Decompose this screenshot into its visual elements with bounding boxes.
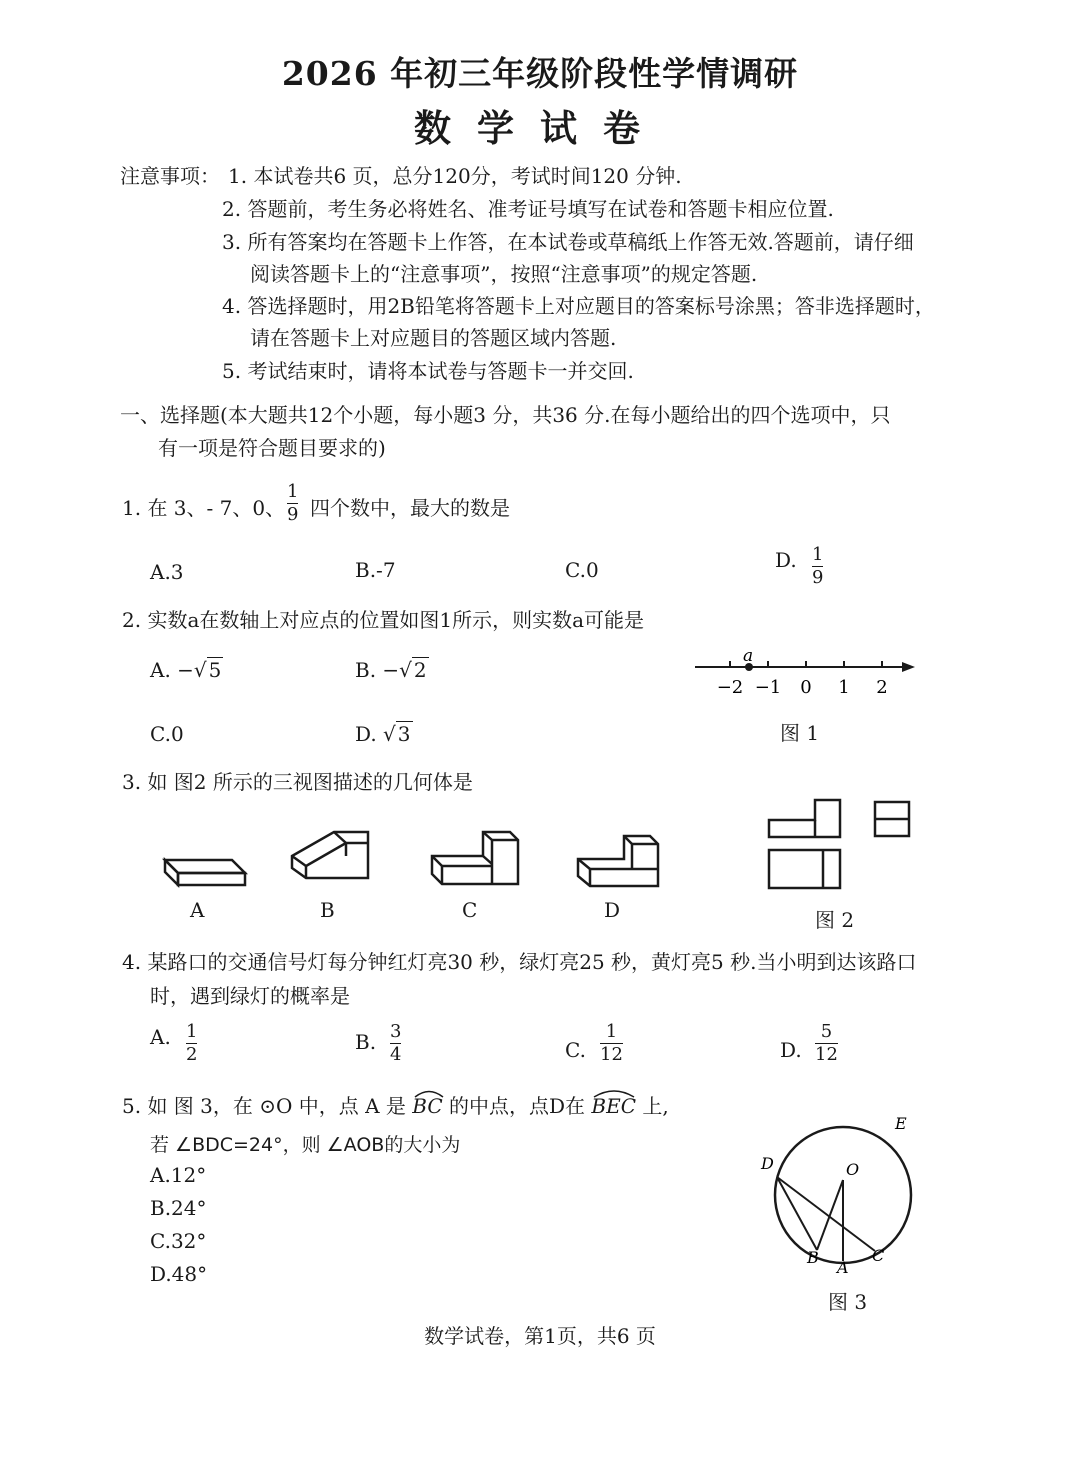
q1-stem-end: 四个数中，最大的数是 [310, 496, 510, 520]
q1-option-b: B.-7 [355, 558, 396, 582]
fraction-numerator: 1 [186, 1021, 198, 1042]
front-view [769, 800, 840, 837]
circle-figure [755, 1105, 925, 1275]
q2-stem: 2. 实数a在数轴上对应点的位置如图1所示，则实数a可能是 [122, 608, 645, 632]
q4-option-b: B. [355, 1030, 377, 1054]
q5-option-c: C.32° [150, 1229, 207, 1253]
exam-title: 2026 年初三年级阶段性学情调研 [281, 54, 799, 93]
arc-bec [591, 1094, 636, 1118]
q1-fraction [287, 482, 298, 525]
q1-option-d-fraction [812, 545, 823, 588]
note-item: 请在答题卡上对应题目的答题区域内答题. [250, 326, 617, 350]
q1-option-c: C.0 [565, 558, 599, 582]
fraction-denominator: 4 [390, 1044, 402, 1065]
note-item: 3. 所有答案均在答题卡上作答，在本试卷或草稿纸上作答无效.答题前，请仔细 [222, 230, 914, 254]
q3-stem: 3. 如 图2 所示的三视图描述的几何体是 [122, 770, 473, 794]
fraction-denominator: 12 [815, 1044, 838, 1065]
q2-option-d [355, 722, 413, 746]
number-line-tick-label: 0 [800, 677, 812, 698]
section-heading: 一、选择题(本大题共12个小题，每小题3 分，共36 分.在每小题给出的四个选项中，只 [120, 403, 891, 427]
number-line-tick-label: 1 [838, 677, 850, 698]
q5-option-a: A.12° [150, 1163, 207, 1187]
radicand: 5 [208, 658, 222, 682]
number-line-tick-label: −1 [754, 677, 782, 698]
q5-text: 5. 如 图 3，在 ⊙O 中，点 A 是 [122, 1094, 406, 1118]
section-heading-cont: 有一项是符合题目要求的) [158, 436, 386, 460]
three-views-figure [765, 795, 915, 895]
q1-stem-start: 1. 在 3、- 7、0、 [122, 496, 286, 520]
q4-option-b-fraction [390, 1022, 401, 1065]
exam-subject: 数学试卷 [414, 106, 666, 150]
q5-option-d: D.48° [150, 1262, 208, 1286]
q4-stem-line1: 4. 某路口的交通信号灯每分钟红灯亮30 秒，绿灯亮25 秒，黄灯亮5 秒.当小明到达该路口 [122, 950, 917, 974]
q2-option-a [150, 658, 223, 682]
solid-option-c [428, 826, 523, 891]
radicand: 3 [397, 722, 411, 746]
point-label-a: A [837, 1258, 849, 1277]
number-line-figure [690, 645, 920, 705]
q4-option-d: D. [780, 1038, 802, 1062]
q3-option-label: B [320, 898, 335, 922]
note-item: 2. 答题前，考生务必将姓名、准考证号填写在试卷和答题卡相应位置. [222, 197, 834, 221]
fraction-denominator: 12 [600, 1044, 623, 1065]
fraction-numerator: 5 [820, 1021, 833, 1042]
radicand: 2 [413, 658, 427, 682]
fraction-numerator: 3 [390, 1021, 402, 1042]
fraction-denominator: 9 [287, 504, 299, 525]
number-line-point-label: a [743, 646, 754, 666]
q4-option-c: C. [565, 1038, 586, 1062]
figure-1-label: 图 1 [780, 721, 820, 745]
q5-stem-line2: 若 ∠BDC=24°，则 ∠AOB的大小为 [150, 1134, 461, 1156]
arc-label: BC [412, 1094, 443, 1118]
q2-option-c: C.0 [150, 722, 184, 746]
q5-stem-line1 [122, 1090, 669, 1119]
q3-option-label: A [190, 898, 205, 922]
option-prefix: B. −√ [355, 658, 412, 682]
number-line-tick-label: −2 [716, 677, 744, 698]
top-view [769, 850, 840, 888]
arc-label: BEC [591, 1094, 637, 1118]
q5-text: 的中点，点D在 [449, 1094, 586, 1118]
q4-option-c-fraction [600, 1022, 623, 1065]
number-line-tick-label: 2 [876, 677, 888, 698]
q4-option-a: A. [150, 1025, 171, 1049]
fraction-numerator: 1 [812, 544, 824, 565]
solid-option-d [574, 826, 669, 891]
q5-text: 上, [642, 1094, 669, 1118]
fraction-numerator: 1 [605, 1021, 618, 1042]
q1-option-d: D. [775, 548, 797, 572]
solid-option-b [288, 826, 378, 891]
notes-prefix: 注意事项： [120, 164, 220, 188]
solid-option-a [160, 848, 250, 893]
note-item: 1. 本试卷共6 页，总分120分，考试时间120 分钟. [228, 164, 682, 188]
q4-option-a-fraction [186, 1022, 197, 1065]
segment-db [777, 1177, 817, 1250]
q4-stem-line2: 时，遇到绿灯的概率是 [150, 984, 350, 1008]
point-label-c: C [872, 1246, 885, 1265]
arc-bc [412, 1094, 442, 1118]
note-item: 4. 答选择题时，用2B铅笔将答题卡上对应题目的答案标号涂黑；答非选择题时， [222, 294, 935, 318]
fraction-numerator: 1 [287, 481, 299, 502]
q4-option-d-fraction [815, 1022, 838, 1065]
note-item: 5. 考试结束时，请将本试卷与答题卡一并交回. [222, 359, 634, 383]
segment-ob [817, 1180, 843, 1250]
q2-option-b [355, 658, 429, 682]
figure-3-label: 图 3 [828, 1290, 868, 1314]
option-prefix: A. −√ [150, 658, 207, 682]
note-item: 阅读答题卡上的“注意事项”，按照“注意事项”的规定答题. [250, 262, 758, 286]
q5-option-b: B.24° [150, 1196, 207, 1220]
fraction-denominator: 2 [186, 1044, 198, 1065]
point-label-d: D [761, 1154, 774, 1173]
number-line-arrow [902, 662, 915, 672]
point-label-e: E [895, 1114, 907, 1133]
point-label-b: B [807, 1248, 819, 1267]
figure-2-label: 图 2 [815, 908, 855, 932]
fraction-denominator: 9 [812, 567, 824, 588]
option-prefix: D. √ [355, 722, 396, 746]
point-label-o: O [846, 1160, 860, 1179]
q3-option-label: D [604, 898, 621, 922]
page-footer: 数学试卷，第1页，共6 页 [424, 1324, 656, 1348]
q1-option-a: A.3 [150, 560, 184, 584]
q3-option-label: C [462, 898, 478, 922]
